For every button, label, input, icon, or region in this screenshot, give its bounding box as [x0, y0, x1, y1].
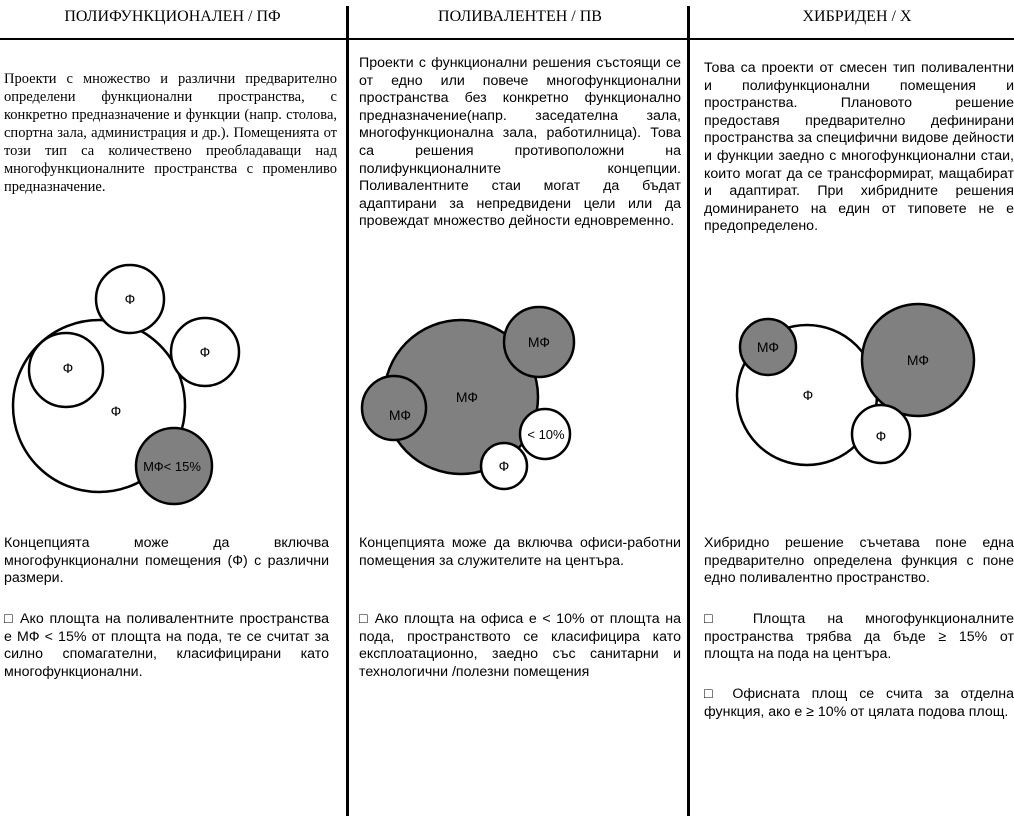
h-intro: Това са проекти от смесен тип поливалентни и полифункционални помещения и пространства. Плановото решение предоставя предварително дефинирани пространства за специфични видове дейности и функции заедно с многофункционални стаи, които могат да се трансформират, мащабират и адаптират. При хибридните решения доминирането на един от типовете не е предопределено.	[704, 60, 1014, 235]
pf-small-left-label: Ф	[62, 360, 74, 376]
pv-left-mf-label: МФ	[388, 407, 412, 423]
h-small-mf-label: МФ	[756, 339, 780, 355]
pv-big-label: МФ	[455, 389, 479, 405]
pf-note-2: □ Ако площта на поливалентните пространства е МФ < 15% от площта на пода, те се считат за силно спомагателни, класифицирани като многофункционални.	[4, 611, 329, 680]
pf-small-right-label: Ф	[199, 344, 211, 360]
pf-big-label: Ф	[110, 403, 122, 419]
h-note-1: Хибридно решение съчетава поне една предварително определена функция с поне едно поливалентно пространство.	[704, 535, 1014, 587]
h-big-mf-label: МФ	[906, 352, 930, 368]
column-header-pf: ПОЛИФУНКЦИОНАЛЕН / ПФ	[64, 8, 281, 25]
column-header-h: ХИБРИДЕН / Х	[802, 8, 912, 25]
h-diagram	[700, 300, 1014, 480]
h-small-f-label: Ф	[875, 428, 887, 444]
pf-small-top-label: Ф	[124, 291, 136, 307]
pv-note-2: □ Ако площта на офиса е < 10% от площта на пода, пространството се класифицира като експлоатационно, заедно със санитарни и технологични /полезни помещения	[359, 611, 681, 680]
pv-intro: Проекти с функционални решения състоящи се от едно или повече многофункционални пространства без конкретно функционално предназначение(напр. заседателна зала, многофункционална зала, работилница). Това са решения противоположни на полифункционалните концепции. Поливалентните стаи могат да бъдат адаптирани за непредвидени цели или да провеждат множество дейности едновременно.	[359, 55, 681, 230]
h-note-2: □ Площта на многофункционалните пространства трябва да бъде ≥ 15% от площта на пода на центъра.	[704, 611, 1014, 663]
pf-note-1: Концепцията може да включва многофункционални помещения (Ф) с различни размери.	[4, 535, 329, 587]
pv-diagram	[350, 300, 690, 500]
pv-f-label: Ф	[498, 458, 510, 474]
h-note-3: □ Офисната площ се счита за отделна функция, ако е ≥ 10% от цялата подова площ.	[704, 686, 1014, 720]
h-f-label: Ф	[802, 387, 814, 403]
pv-note-1: Концепцията може да включва офиси-работни помещения за служителите на центъра.	[359, 535, 681, 569]
pf-diagram	[0, 260, 345, 510]
pv-top-mf-label: МФ	[527, 334, 551, 350]
pf-intro: Проекти с множество и различни предварително определени функционални пространства, с конкретно предназначение и функции (напр. столова, спортна зала, администрация и др.). Помещенията от този тип са количествено преобладаващи над многофункционалните пространства с променливо предназначение.	[4, 71, 337, 195]
column-divider-1	[346, 6, 349, 816]
header-divider	[0, 38, 1014, 40]
column-header-pv: ПОЛИВАЛЕНТЕН / ПВ	[438, 8, 602, 25]
pf-mf-label: МФ< 15%	[143, 459, 201, 474]
pv-pct-label: < 10%	[527, 427, 565, 442]
